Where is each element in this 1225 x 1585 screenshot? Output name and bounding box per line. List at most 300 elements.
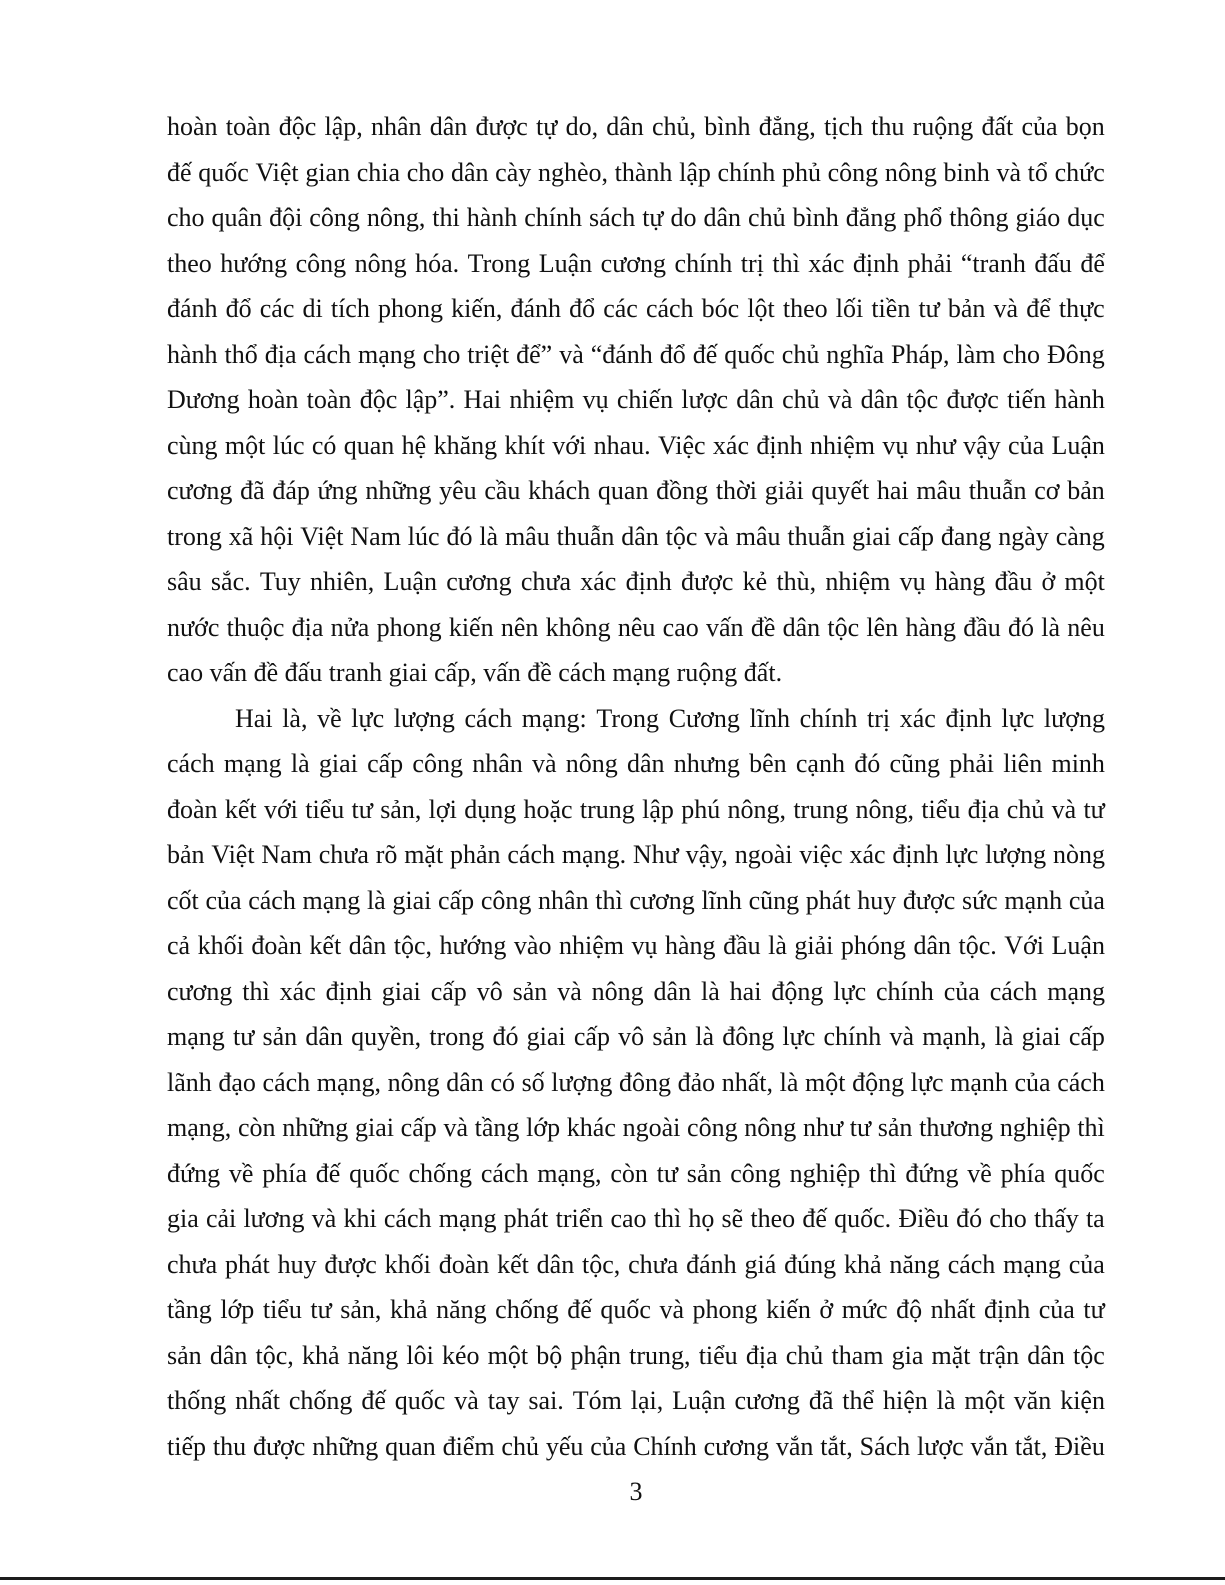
word: đó: [854, 749, 881, 778]
word: quốc: [349, 1158, 400, 1188]
word: Luận: [538, 248, 593, 278]
word: đứng: [167, 1158, 221, 1188]
word: kết: [497, 1249, 529, 1279]
word: và: [993, 294, 1019, 323]
word: thu: [212, 1431, 247, 1461]
word: được: [946, 385, 999, 414]
word: lúc: [272, 430, 305, 460]
word: dân: [627, 749, 665, 778]
word: thống: [167, 1386, 227, 1415]
word: cũng: [889, 749, 940, 778]
word: vắn: [970, 1431, 1009, 1461]
word: do,: [565, 112, 599, 141]
word: dân: [736, 385, 774, 414]
word: định: [625, 567, 672, 596]
word: lớp: [220, 1295, 255, 1324]
word: lại,: [630, 1386, 664, 1415]
word: đông: [618, 1067, 671, 1097]
word: một: [224, 430, 266, 460]
word: dân: [860, 385, 899, 414]
word: cấp: [1068, 1022, 1105, 1051]
word: gia: [891, 1340, 924, 1370]
word: tộc,: [582, 1249, 621, 1279]
word: nông: [744, 1113, 797, 1142]
word: kiến: [448, 612, 494, 642]
word: cho: [406, 157, 445, 187]
word: đoàn: [167, 794, 218, 824]
word: lực: [1001, 703, 1035, 733]
word: đế: [315, 1158, 341, 1188]
word: dân: [703, 203, 742, 232]
word: đánh: [167, 294, 218, 323]
word: xác: [712, 430, 750, 460]
word: sai.: [528, 1386, 564, 1415]
word: nông: [884, 157, 937, 187]
word: đế: [692, 339, 718, 369]
word: Chính: [633, 1431, 697, 1461]
word: chính: [876, 976, 934, 1006]
word: bóc: [701, 294, 740, 323]
word: đầu: [963, 612, 1001, 642]
word: quan: [597, 476, 649, 505]
word: ngày: [998, 521, 1049, 551]
word: kết: [224, 794, 257, 824]
word: giai: [318, 749, 358, 778]
word: lực: [945, 840, 979, 869]
word: và: [559, 339, 584, 369]
word: là: [479, 521, 499, 551]
word: đứng: [905, 1158, 959, 1188]
word: đó: [956, 1204, 983, 1233]
word: cách: [645, 294, 694, 323]
word: là: [994, 1022, 1014, 1051]
word: “đánh: [590, 339, 653, 369]
text-line: [167, 559, 1105, 605]
word: của: [1014, 1067, 1051, 1097]
word: tộc: [1072, 1340, 1105, 1370]
word: lập”.: [405, 385, 456, 414]
word: mâu: [735, 521, 781, 551]
word: định: [983, 1295, 1031, 1324]
word: chưa: [628, 1249, 679, 1279]
word: chống: [408, 1158, 473, 1188]
word: xác: [580, 567, 617, 596]
text-line: [167, 514, 1105, 560]
word: cương: [734, 1386, 800, 1415]
word: hàng: [905, 612, 956, 642]
word: “tranh: [960, 248, 1026, 278]
word: thương: [919, 1113, 994, 1142]
word: tộc,: [393, 931, 433, 960]
word: Trong: [596, 703, 660, 733]
word: công: [309, 203, 360, 232]
word: chủ,: [652, 112, 697, 141]
word: phản: [450, 840, 501, 869]
word: tộc: [827, 612, 860, 642]
word: thuẫn: [556, 521, 615, 551]
word: gia: [167, 1204, 199, 1233]
word: cao: [610, 1204, 647, 1233]
word: đảo: [677, 1067, 716, 1097]
word: bản: [947, 294, 986, 323]
word: cho: [989, 1204, 1027, 1233]
word: sâu: [167, 567, 202, 596]
word: là: [768, 931, 787, 960]
word: trung: [579, 794, 635, 824]
word: tịch: [823, 112, 863, 141]
word: giai: [1021, 1022, 1061, 1051]
word: sản: [652, 1022, 688, 1051]
word: khối: [197, 931, 244, 960]
word: cho: [1002, 339, 1041, 369]
word: tiểu: [698, 1340, 738, 1370]
word: nêu: [617, 612, 656, 642]
word: nhân: [370, 112, 422, 141]
word: với: [552, 430, 587, 460]
word: nòng: [1052, 840, 1105, 869]
word: đó: [1008, 612, 1035, 642]
word: đã: [240, 476, 265, 505]
word: những: [312, 1431, 379, 1461]
word: quốc: [1054, 1158, 1105, 1188]
word: tầng: [167, 1295, 212, 1324]
word: thấy: [1033, 1204, 1079, 1233]
word: mâu: [916, 476, 962, 505]
word: một: [487, 1340, 529, 1370]
word: công: [730, 1158, 781, 1188]
word: như: [802, 1113, 844, 1142]
word: giải: [794, 931, 834, 960]
word: Dương: [167, 385, 240, 414]
word: tư: [918, 294, 940, 323]
word: kéo: [441, 1340, 480, 1370]
word: phóng: [840, 931, 906, 960]
word: kết: [309, 931, 342, 960]
word: chính: [524, 203, 583, 232]
word: thành: [614, 157, 673, 187]
word: đội: [269, 203, 303, 232]
word: cải: [205, 1204, 237, 1233]
word: đầu: [994, 567, 1033, 596]
text-line: [167, 923, 1105, 969]
word: một: [805, 1067, 846, 1097]
word: Trong: [467, 248, 531, 278]
word: thì: [869, 1158, 897, 1188]
word: toàn: [225, 112, 271, 141]
word: của: [943, 976, 980, 1006]
word: lúc: [407, 521, 440, 551]
word: hướng: [439, 931, 507, 960]
word: để”: [516, 339, 553, 369]
word: chưa: [167, 1249, 218, 1279]
word: đó: [446, 521, 473, 551]
word: ứng: [317, 476, 358, 505]
word: cấp: [430, 976, 467, 1006]
word: định: [945, 703, 992, 733]
word: xác: [849, 840, 886, 869]
word: của: [1008, 430, 1045, 460]
word: nông,: [855, 794, 915, 824]
word: dân: [305, 1022, 343, 1051]
word: chính: [674, 248, 733, 278]
word: thì: [242, 976, 270, 1006]
word: chia: [356, 157, 401, 187]
text-line: [167, 1060, 1105, 1106]
word: lập: [642, 794, 674, 824]
word: tắt,: [1014, 1431, 1048, 1461]
word: huy: [277, 1249, 317, 1279]
word: cách: [480, 1158, 529, 1188]
word: đẳng: [845, 203, 897, 232]
word: được: [252, 1431, 306, 1461]
word: vụ: [899, 567, 926, 596]
word: lên: [866, 612, 899, 642]
word: đề: [750, 612, 776, 642]
word: giải: [764, 476, 804, 505]
word: cũng: [748, 885, 800, 915]
word: định: [325, 976, 372, 1006]
word: nhiệm: [825, 567, 891, 596]
word: phong: [376, 612, 442, 642]
word: cao: [662, 612, 699, 642]
word: đông: [722, 1022, 775, 1051]
word: là: [695, 1022, 715, 1051]
word: đế: [802, 1204, 827, 1233]
word: thuẫn: [787, 521, 846, 551]
word: quan: [385, 1431, 436, 1461]
word: mâu: [504, 521, 550, 551]
word: vào: [513, 931, 552, 960]
word: rõ: [375, 840, 398, 869]
word: dân: [1027, 1340, 1065, 1370]
word: một: [964, 1386, 1005, 1415]
word: nhiệm: [509, 385, 575, 414]
word: theo: [167, 248, 212, 278]
word: phía: [262, 1158, 307, 1188]
word: sách: [589, 203, 636, 232]
word: cương: [167, 976, 233, 1006]
word: dục: [1067, 203, 1105, 232]
word: nhất: [235, 1386, 280, 1415]
word: như: [915, 430, 956, 460]
word: cạnh: [795, 749, 845, 778]
word: dân: [209, 1340, 248, 1370]
word: những: [365, 476, 432, 505]
word: hàng: [665, 931, 716, 960]
text-line: [167, 377, 1105, 423]
word: nông: [591, 976, 644, 1006]
word: tiểu: [305, 794, 345, 824]
word: đổ: [659, 339, 686, 369]
word: nhiệm: [809, 430, 875, 460]
word: chưa: [318, 840, 369, 869]
word: chính: [823, 1022, 882, 1051]
word: tộc: [906, 385, 939, 414]
word: của: [1068, 885, 1105, 915]
word: dân: [446, 1067, 484, 1097]
word: chính: [799, 703, 858, 733]
word: sản,: [340, 1295, 382, 1324]
word: đã: [808, 1386, 834, 1415]
word: với: [263, 794, 298, 824]
word: nông: [387, 1067, 440, 1097]
word: huy: [857, 885, 897, 915]
text-line: [167, 1287, 1105, 1333]
word: cấp: [400, 1113, 437, 1142]
word: hoặc: [523, 794, 573, 824]
word: một: [1064, 567, 1105, 596]
word: của: [590, 1431, 627, 1461]
word: vấn: [706, 612, 744, 642]
word: là,: [282, 703, 308, 733]
word: đúng: [784, 1249, 837, 1279]
word: Luận: [1051, 430, 1105, 460]
word: đánh: [510, 294, 561, 323]
word: lập,: [324, 112, 363, 141]
word: vậy: [963, 430, 1001, 460]
text-line: [167, 1333, 1105, 1379]
word: tư: [656, 1158, 678, 1188]
word: địa: [745, 1340, 778, 1370]
word: sắc.: [210, 567, 251, 596]
word: phong: [377, 294, 443, 323]
word: giáo: [1015, 203, 1061, 232]
word: trung: [793, 794, 849, 824]
word: hội: [260, 521, 294, 551]
bottom-border-line: [0, 1577, 1225, 1580]
word: phía: [1000, 1158, 1046, 1188]
word: khít: [504, 430, 545, 460]
word: Nam: [261, 840, 312, 869]
word: khối: [384, 1249, 431, 1279]
word: trong: [429, 1022, 485, 1051]
word: thuộc: [226, 612, 285, 642]
word: thù,: [776, 567, 817, 596]
word: hiện: [882, 1386, 928, 1415]
text-line: [167, 832, 1105, 878]
word: được: [324, 1249, 377, 1279]
word: hoàn: [167, 112, 218, 141]
word: Việt: [300, 521, 344, 551]
word: phủ: [781, 157, 821, 187]
text-line: [167, 241, 1105, 287]
word: lực: [910, 1067, 944, 1097]
word: phú: [681, 794, 721, 824]
word: và: [454, 1386, 479, 1415]
word: Cương: [668, 703, 740, 733]
word: là: [701, 976, 720, 1006]
word: đẳng,: [758, 112, 816, 141]
word: nông: [565, 749, 618, 778]
word: độc: [359, 385, 398, 414]
word: lực: [782, 1022, 816, 1051]
text-line: [167, 1105, 1105, 1151]
word: triển: [555, 1204, 604, 1233]
word: cách: [989, 976, 1038, 1006]
word: giai: [381, 976, 421, 1006]
word: phát: [503, 1204, 549, 1233]
word: đế: [361, 1386, 386, 1415]
word: dân: [606, 112, 644, 141]
word: việc: [799, 840, 843, 869]
word: của: [205, 885, 242, 915]
word: sản: [512, 976, 548, 1006]
word: quốc: [600, 1295, 651, 1324]
word: về: [967, 1158, 992, 1188]
word: khác: [566, 1113, 616, 1142]
word: yêu: [439, 476, 477, 505]
word: đạo: [218, 1067, 256, 1097]
word: lãnh: [167, 1067, 212, 1097]
word: giai: [354, 1113, 394, 1142]
word: thuẫn: [968, 476, 1027, 505]
word: cách: [1057, 1067, 1105, 1097]
word: cương: [167, 476, 233, 505]
word: triệt: [467, 339, 510, 369]
word: về: [228, 1158, 254, 1188]
word: quốc.: [834, 1204, 892, 1233]
word: dân: [536, 1249, 575, 1279]
word: thổ: [224, 339, 258, 369]
word: vậy,: [685, 840, 728, 869]
word: chủ: [785, 1340, 824, 1370]
word: dân: [913, 931, 951, 960]
text-block: [167, 104, 1105, 1515]
word: chưa: [520, 567, 571, 596]
word: phong: [692, 1295, 758, 1324]
word: mặt: [404, 840, 444, 869]
word: bên: [749, 749, 787, 778]
word: ở: [1041, 567, 1056, 596]
word: nhất: [930, 1295, 976, 1324]
paragraph: [167, 104, 1105, 696]
word: tiền: [871, 294, 911, 323]
word: xác: [279, 976, 316, 1006]
word: và: [889, 1022, 914, 1051]
word: là: [290, 749, 310, 778]
word: giai: [392, 885, 432, 915]
text-line: [167, 1151, 1105, 1197]
word: năng: [347, 1340, 399, 1370]
word: mạng: [223, 749, 282, 778]
word: quốc: [724, 339, 775, 369]
text-line: cao vấn đề đấu tranh giai cấp, vấn đề cách mạng ruộng đất.: [167, 658, 783, 687]
word: mạng: [167, 1022, 225, 1051]
word: tư: [1083, 1295, 1105, 1324]
word: xác: [899, 703, 936, 733]
word: số: [521, 1067, 545, 1097]
word: thi: [432, 203, 460, 232]
paragraph: [167, 696, 1105, 1470]
word: sức: [961, 885, 998, 915]
word: để: [1080, 248, 1105, 278]
word: thể: [842, 1386, 875, 1415]
word: Nam: [350, 521, 401, 551]
text-line: [167, 1196, 1105, 1242]
word: lượng: [393, 703, 455, 733]
text-line: [167, 150, 1105, 196]
word: cách: [303, 339, 352, 369]
word: Sách: [859, 1431, 911, 1461]
word: ngoài: [622, 1113, 681, 1142]
word: sản: [877, 1113, 913, 1142]
word: đổ: [225, 294, 252, 323]
word: nên: [500, 612, 539, 642]
text-line: [167, 1424, 1105, 1470]
word: văn: [1013, 1386, 1052, 1415]
word: mạng,: [537, 1158, 602, 1188]
word: chủ: [748, 203, 786, 232]
